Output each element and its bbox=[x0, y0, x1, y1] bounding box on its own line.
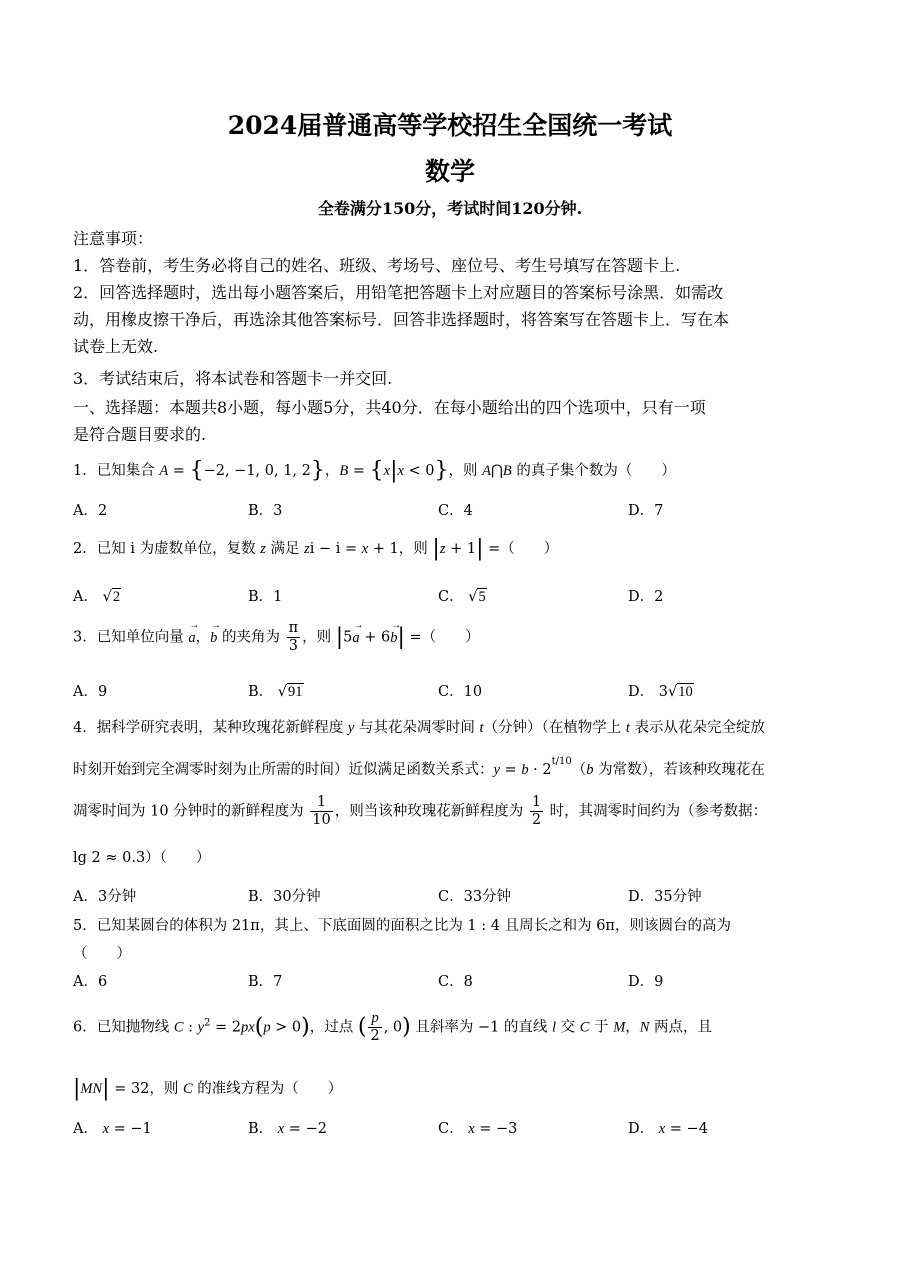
q5-option-d[interactable]: D．9 bbox=[628, 974, 664, 990]
question-4-line-4: lg 2 ≈ 0.3）（ ） bbox=[73, 850, 211, 866]
q1-option-c[interactable]: C．4 bbox=[438, 503, 473, 519]
q2-option-b[interactable]: B．1 bbox=[248, 589, 283, 605]
q3-option-a[interactable]: A．9 bbox=[73, 684, 108, 700]
q6-option-d[interactable]: D． x = −4 bbox=[628, 1121, 708, 1137]
q1-option-a[interactable]: A．2 bbox=[73, 503, 108, 519]
q6-option-c[interactable]: C． x = −3 bbox=[438, 1121, 518, 1137]
q3-option-b[interactable]: B． √91 bbox=[248, 684, 303, 700]
notice-item-3: 3．考试结束后，将本试卷和答题卡一并交回. bbox=[73, 369, 393, 388]
question-3-options bbox=[73, 680, 853, 706]
q5-option-c[interactable]: C．8 bbox=[438, 974, 473, 990]
q6-option-b[interactable]: B． x = −2 bbox=[248, 1121, 327, 1137]
section-heading-cont: 是符合题目要求的. bbox=[73, 425, 207, 444]
question-6-options bbox=[73, 1117, 853, 1143]
section-heading: 一、选择题：本题共8小题，每小题5分，共40分．在每小题给出的四个选项中，只有一项 bbox=[73, 398, 706, 417]
notice-item-1: 1．答卷前，考生务必将自己的姓名、班级、考场号、座位号、考生号填写在答题卡上. bbox=[73, 256, 681, 275]
q2-option-c[interactable]: C． √5 bbox=[438, 589, 486, 605]
question-3: 3．已知单位向量 → a，→ b 的夹角为 $\frac{\pi}{3}$ ，则 |5→ a + 6→ b| =（ ） bbox=[73, 620, 833, 655]
notice-item-2-cont: 动，用橡皮擦干净后，再选涂其他答案标号．回答非选择题时，将答案写在答题卡上．写在本 bbox=[73, 310, 730, 329]
score-info: 全卷满分150分，考试时间120分钟. bbox=[317, 199, 583, 218]
question-2-options bbox=[73, 585, 853, 611]
question-1: 1．已知集合 A = {−2, −1, 0, 1, 2}，B = {x|x < 0}，则 A⋂B 的真子集个数为（ ） bbox=[73, 458, 676, 483]
question-4-options bbox=[73, 885, 853, 911]
q2-option-a[interactable]: A． √2 bbox=[73, 589, 121, 605]
exam-subject: 数学 bbox=[424, 157, 475, 186]
q1-option-d[interactable]: D．7 bbox=[628, 503, 664, 519]
question-5-line-2: （ ） bbox=[73, 946, 131, 962]
question-4-line-2: 时刻开始到完全凋零时刻为止所需的时间）近似满足函数关系式：$y = b \cdot 2^{t/10}(b$ 为常数），若该种玫瑰花在 bbox=[73, 756, 765, 778]
q4-option-c[interactable]: C．33分钟 bbox=[438, 889, 512, 905]
question-5-options bbox=[73, 970, 853, 996]
question-4-line-3: 凋零时间为 10 分钟时的新鲜程度为 $\frac{1}{10}$ ，则当该种玫瑰花新鲜程度为 $\frac{1}{2}$ 时，其凋零时间约为（参考数据： bbox=[73, 794, 768, 828]
notice-item-2: 2．回答选择题时，选出每小题答案后，用铅笔把答题卡上对应题目的答案标号涂黑．如需改 bbox=[73, 283, 724, 302]
q3-option-c[interactable]: C．10 bbox=[438, 684, 483, 700]
notice-heading: 注意事项： bbox=[73, 229, 154, 248]
question-4-line-1: 4．据科学研究表明，某种玫瑰花新鲜程度 y 与其花朵凋零时间 t（分钟）（在植物学上 t 表示从花朵完全绽放 bbox=[73, 720, 766, 736]
question-2: 2．已知 i 为虚数单位，复数 z 满足 zi − i = x + 1，则 |z + 1| =（ ） bbox=[73, 536, 559, 561]
q2-option-d[interactable]: D．2 bbox=[628, 589, 664, 605]
notice-item-2-end: 试卷上无效. bbox=[73, 337, 159, 356]
q4-option-a[interactable]: A．3分钟 bbox=[73, 889, 137, 905]
q3-option-d[interactable]: D． 3√10 bbox=[628, 684, 693, 700]
q4-option-d[interactable]: D．35分钟 bbox=[628, 889, 702, 905]
question-5-line-1: 5．已知某圆台的体积为 21π，其上、下底面圆的面积之比为 1 : 4 且周长之和为 6π，则该圆台的高为 bbox=[73, 918, 731, 934]
question-1-options bbox=[73, 499, 853, 525]
q5-option-b[interactable]: B．7 bbox=[248, 974, 283, 990]
q5-option-a[interactable]: A．6 bbox=[73, 974, 108, 990]
q4-option-b[interactable]: B．30分钟 bbox=[248, 889, 321, 905]
question-6-line-2: |MN| = 32，则 C 的准线方程为（ ） bbox=[73, 1076, 343, 1101]
q6-option-a[interactable]: A． x = −1 bbox=[73, 1121, 152, 1137]
q1-option-b[interactable]: B．3 bbox=[248, 503, 283, 519]
question-6-line-1: 6．已知抛物线 C : $y^2 = 2px(p > 0)$，过点 ( $\frac{p}{2}$ , 0) 且斜率为 −1 的直线 l 交 C 于 M，N 两点，且 bbox=[73, 1010, 713, 1044]
exam-title: 2024届普通高等学校招生全国统一考试 bbox=[227, 111, 673, 140]
